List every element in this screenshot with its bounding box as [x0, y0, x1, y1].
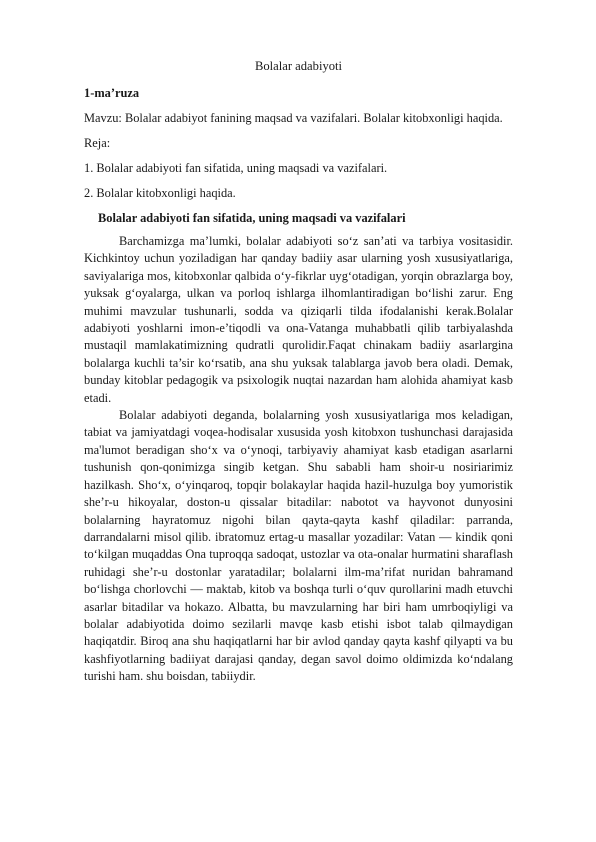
topic-line: Mavzu: Bolalar adabiyot fanining maqsad va vazifalari. Bolalar kitobxonligi haqida. [84, 111, 503, 125]
paragraph-1: Barchamizga ma’lumki, bolalar adabiyoti so‘z san’ati va tarbiya vositasidir. Kichkintoy uchun yoziladigan har qanday badiiy asar ularning yosh xususiyatlariga, saviyalariga mos, kitobxonlar qalbida o‘y-fikrlar uyg‘otadigan, yorqin obrazlarga boy, yuksak g‘oyalarga, ulkan va porloq ishlarga ilhomlantiradigan bo‘lishi zarur. Eng muhimi mavzular tushunarli, sodda va qiziqarli tilda ifodalanishi kerak.Bolalar adabiyoti yoshlarni imon-e’tiqodli va ona-Vatanga muhabbatli qilib tarbiyalashda mustaqil mamlakatimizning qudratli qurolidir.Faqat chinakam badiiy asarlargina bolalarga kuchli ta’sir ko‘rsatib, ana shu yuksak talablarga javob bera oladi. Demak, bunday kitoblar pedagogik va psixologik nuqtai nazardan ham alohida ahamiyat kasb etadi. [84, 234, 513, 405]
plan-item-1: 1. Bolalar adabiyoti fan sifatida, uning maqsadi va vazifalari. [84, 161, 388, 175]
lecture-number: 1-ma’ruza [84, 86, 140, 100]
section-heading: Bolalar adabiyoti fan sifatida, uning maqsadi va vazifalari [98, 211, 406, 225]
paragraph-2: Bolalar adabiyoti deganda, bolalarning yosh xususiyatlariga mos keladigan, tabiat va jamiyatdagi voqea-hodisalar xususida yosh kitobxon tushunchasi darajasida ma'lumot beradigan sho‘x va o‘ynoqi, tarbiyaviy ahamiyat kasb etadigan asarlarni tushunish qon-qonimizga singib ketgan. Shu sababli ham shoir-u nosiriarimiz hazilkash. Sho‘x, o‘yinqaroq, topqir bolakaylar haqida hazil-huzulga boy yumoristik she’r-u hikoyalar, doston-u qissalar bitadilar: nabotot va hayvonot dunyosini bolalarning hayratomuz nigohi bilan qayta-qayta kashf qiladilar: parranda, darrandalarni misol qilib. ibratomuz ertag-u masallar yozadilar: Vatan — kindik qoni to‘kilgan muqaddas Ona tuproqqa sadoqat, ustozlar va ota-onalar hurmatini sharaflash ruhidagi she’r-u dostonlar yaratadilar; bolalarni ilm-ma’rifat nuridan bahramand bo‘lishga chorlovchi — maktab, kitob va boshqa turli o‘quv qurollarini madh etuvchi asarlar bitadilar va hokazo. Albatta, bu mavzularning har biri ham umrboqiyligi va bolalar adabiyotida doimo sezilarli mavqe kasb etishi isbot talab qilmaydigan haqiqatdir. Biroq ana shu haqiqatlarni har bir avlod qanday qayta kashf qilyapti va bu kashfiyotlarning badiiyat darajasi qanday, degan savol doimo oldimizda ko‘ndalang turishi ham. shu boisdan, tabiiydir. [84, 408, 513, 684]
document-title: Bolalar adabiyoti [254, 59, 343, 73]
plan-label: Reja: [84, 136, 111, 150]
document-page [84, 58, 513, 686]
plan-item-2: 2. Bolalar kitobxonligi haqida. [84, 186, 236, 200]
